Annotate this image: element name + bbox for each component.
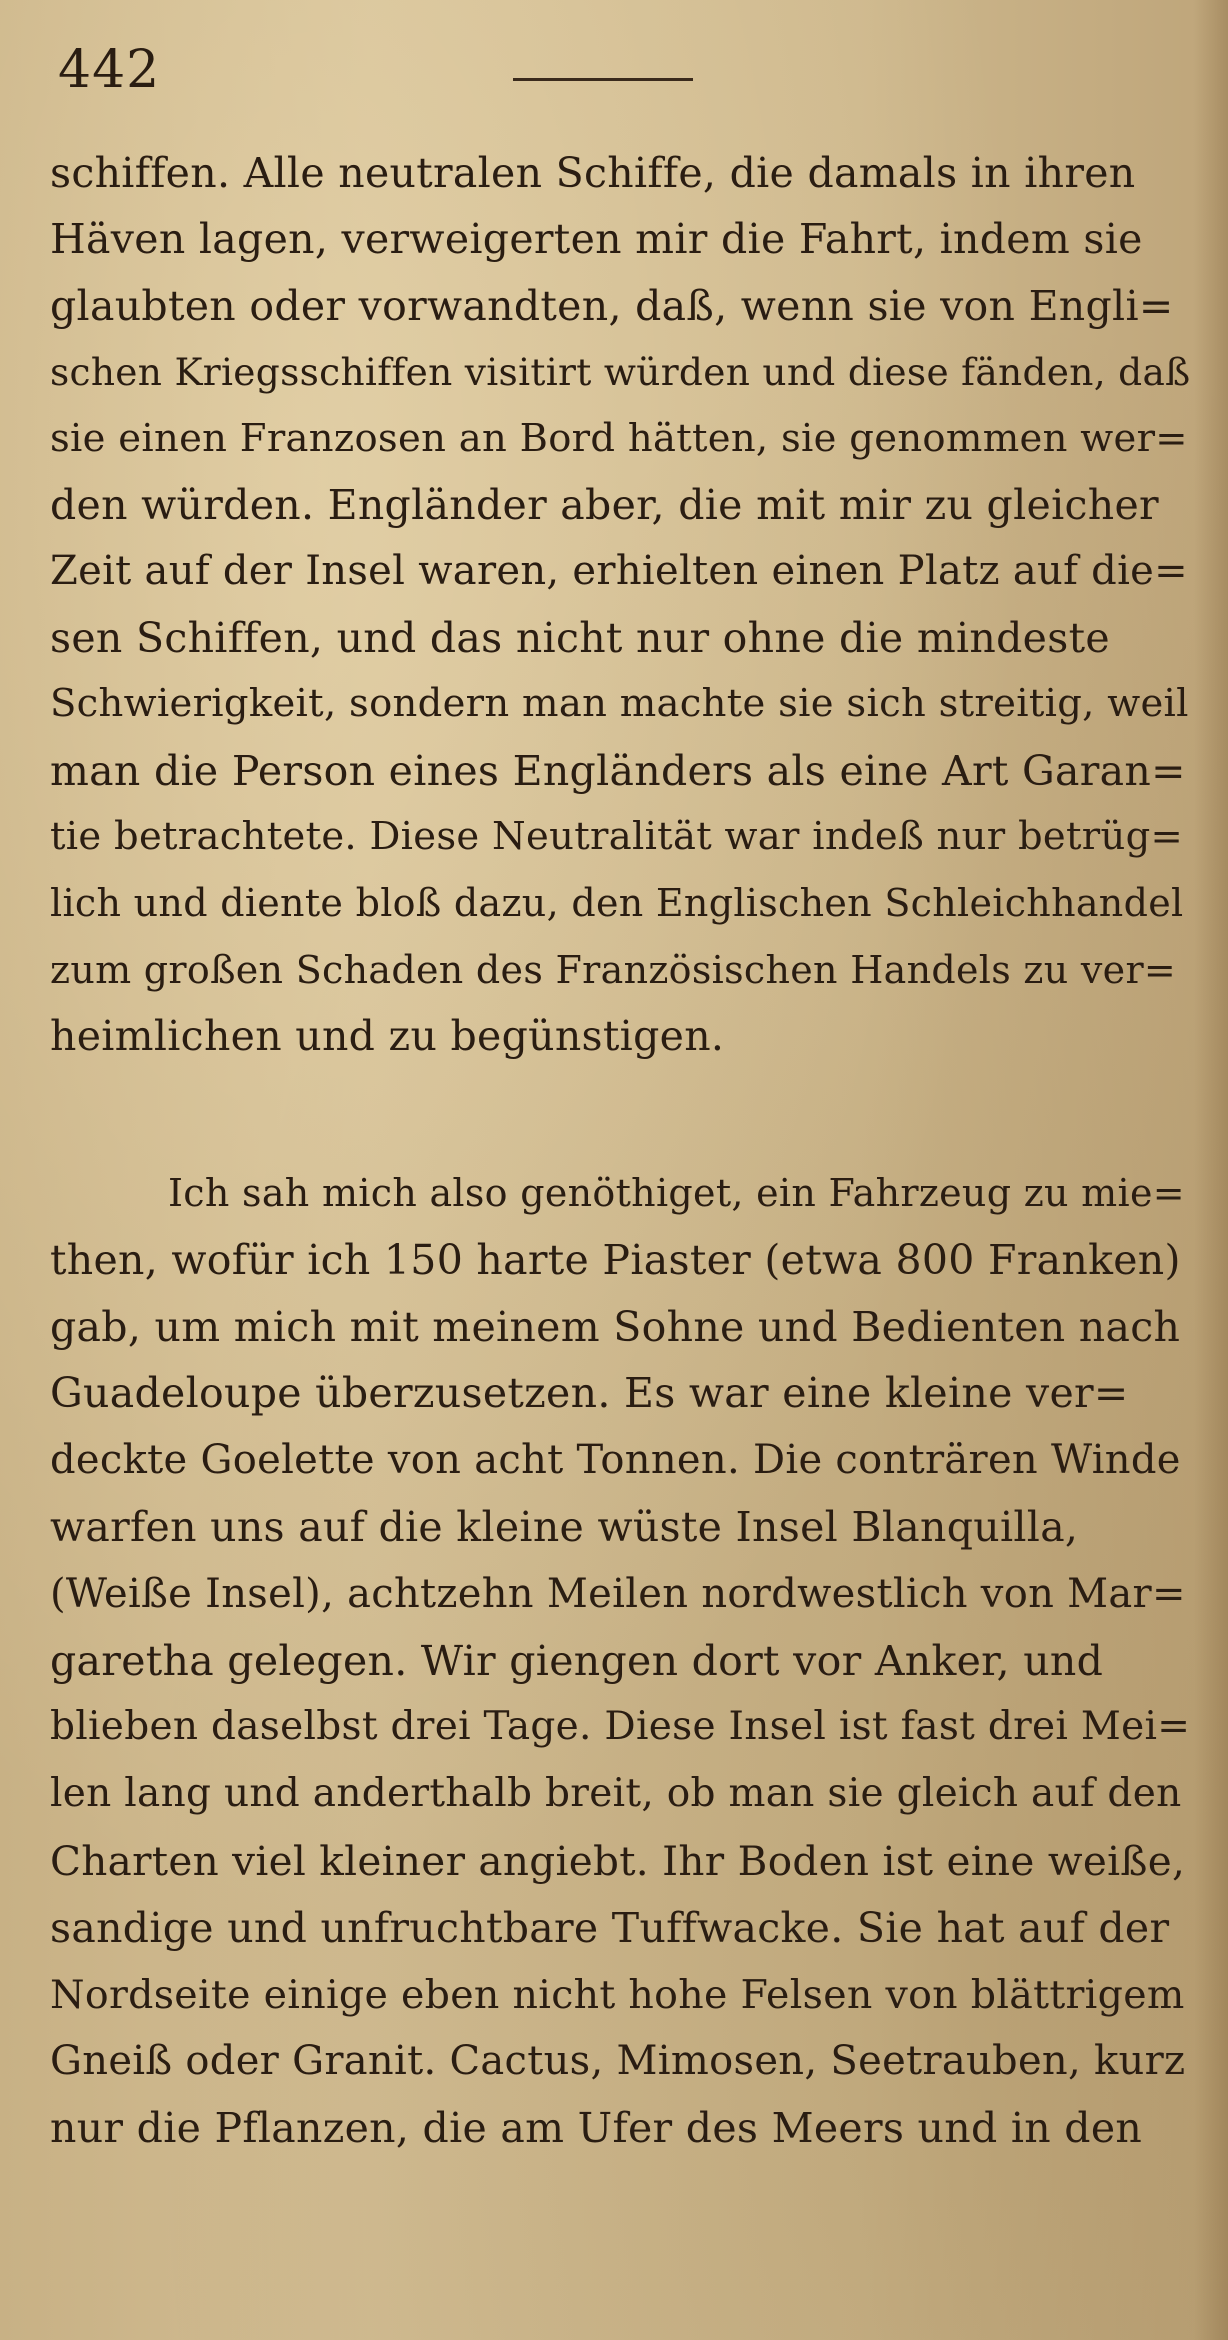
text-line: garetha gelegen. Wir giengen dort vor Anker, und — [50, 1636, 1104, 1685]
page-number: 442 — [58, 40, 161, 100]
text-line: Häven lagen, verweigerten mir die Fahrt, indem sie — [50, 215, 1143, 264]
text-line: tie betrachtete. Diese Neutralität war indeß nur betrüg= — [50, 813, 1184, 859]
text-line: sie einen Franzosen an Bord hätten, sie genommen wer= — [50, 415, 1188, 461]
text-line: Zeit auf der Insel waren, erhielten einen Platz auf die= — [50, 548, 1188, 595]
text-line: Guadeloupe überzusetzen. Es war eine kleine ver= — [50, 1369, 1129, 1418]
text-line: heimlichen und zu begünstigen. — [50, 1012, 725, 1061]
text-line: blieben daselbst drei Tage. Diese Insel ist fast drei Mei= — [50, 1704, 1190, 1750]
text-line: Ich sah mich also genöthiget, ein Fahrzeug zu mie= — [168, 1171, 1185, 1215]
text-line: nur die Pflanzen, die am Ufer des Meers und in den — [50, 2104, 1143, 2153]
text-line: Nordseite einige eben nicht hohe Felsen von blättrigem — [50, 1971, 1185, 2018]
text-line: glaubten oder vorwandten, daß, wenn sie von Engli= — [50, 281, 1174, 330]
text-line: lich und diente bloß dazu, den Englischen Schleichhandel — [50, 881, 1184, 926]
text-line: sandige und unfruchtbare Tuffwacke. Sie hat auf der — [50, 1903, 1170, 1952]
text-line: man die Person eines Engländers als eine Art Garan= — [50, 746, 1186, 795]
text-line: warfen uns auf die kleine wüste Insel Blanquilla, — [50, 1502, 1079, 1551]
header-rule — [513, 78, 693, 81]
text-line: deckte Goelette von acht Tonnen. Die conträren Winde — [50, 1437, 1181, 1484]
text-line: gab, um mich mit meinem Sohne und Bedienten nach — [50, 1302, 1181, 1351]
text-line: zum großen Schaden des Französischen Handels zu ver= — [50, 947, 1177, 992]
text-line: schen Kriegsschiffen visitirt würden und diese fänden, daß — [50, 350, 1190, 395]
text-line: den würden. Engländer aber, die mit mir zu gleicher — [50, 480, 1159, 529]
text-line: Charten viel kleiner angiebt. Ihr Boden ist eine weiße, — [50, 1836, 1186, 1885]
page-edge-shadow — [1194, 0, 1228, 2340]
text-line: (Weiße Insel), achtzehn Meilen nordwestlich von Mar= — [50, 1570, 1186, 1617]
paragraph-1 — [50, 140, 1190, 1069]
page-header — [58, 40, 1158, 120]
text-line: Gneiß oder Granit. Cactus, Mimosen, Seetrauben, kurz — [50, 2038, 1186, 2085]
paragraph-2 — [50, 1160, 1190, 2162]
text-line: sen Schiffen, und das nicht nur ohne die mindeste — [50, 613, 1110, 662]
text-line: schiffen. Alle neutralen Schiffe, die damals in ihren — [50, 149, 1136, 197]
text-line: Schwierigkeit, sondern man machte sie sich streitig, weil — [50, 681, 1189, 727]
text-line: len lang und anderthalb breit, ob man sie gleich auf den — [50, 1771, 1182, 1817]
text-line: then, wofür ich 150 harte Piaster (etwa 800 Franken) — [50, 1235, 1181, 1284]
